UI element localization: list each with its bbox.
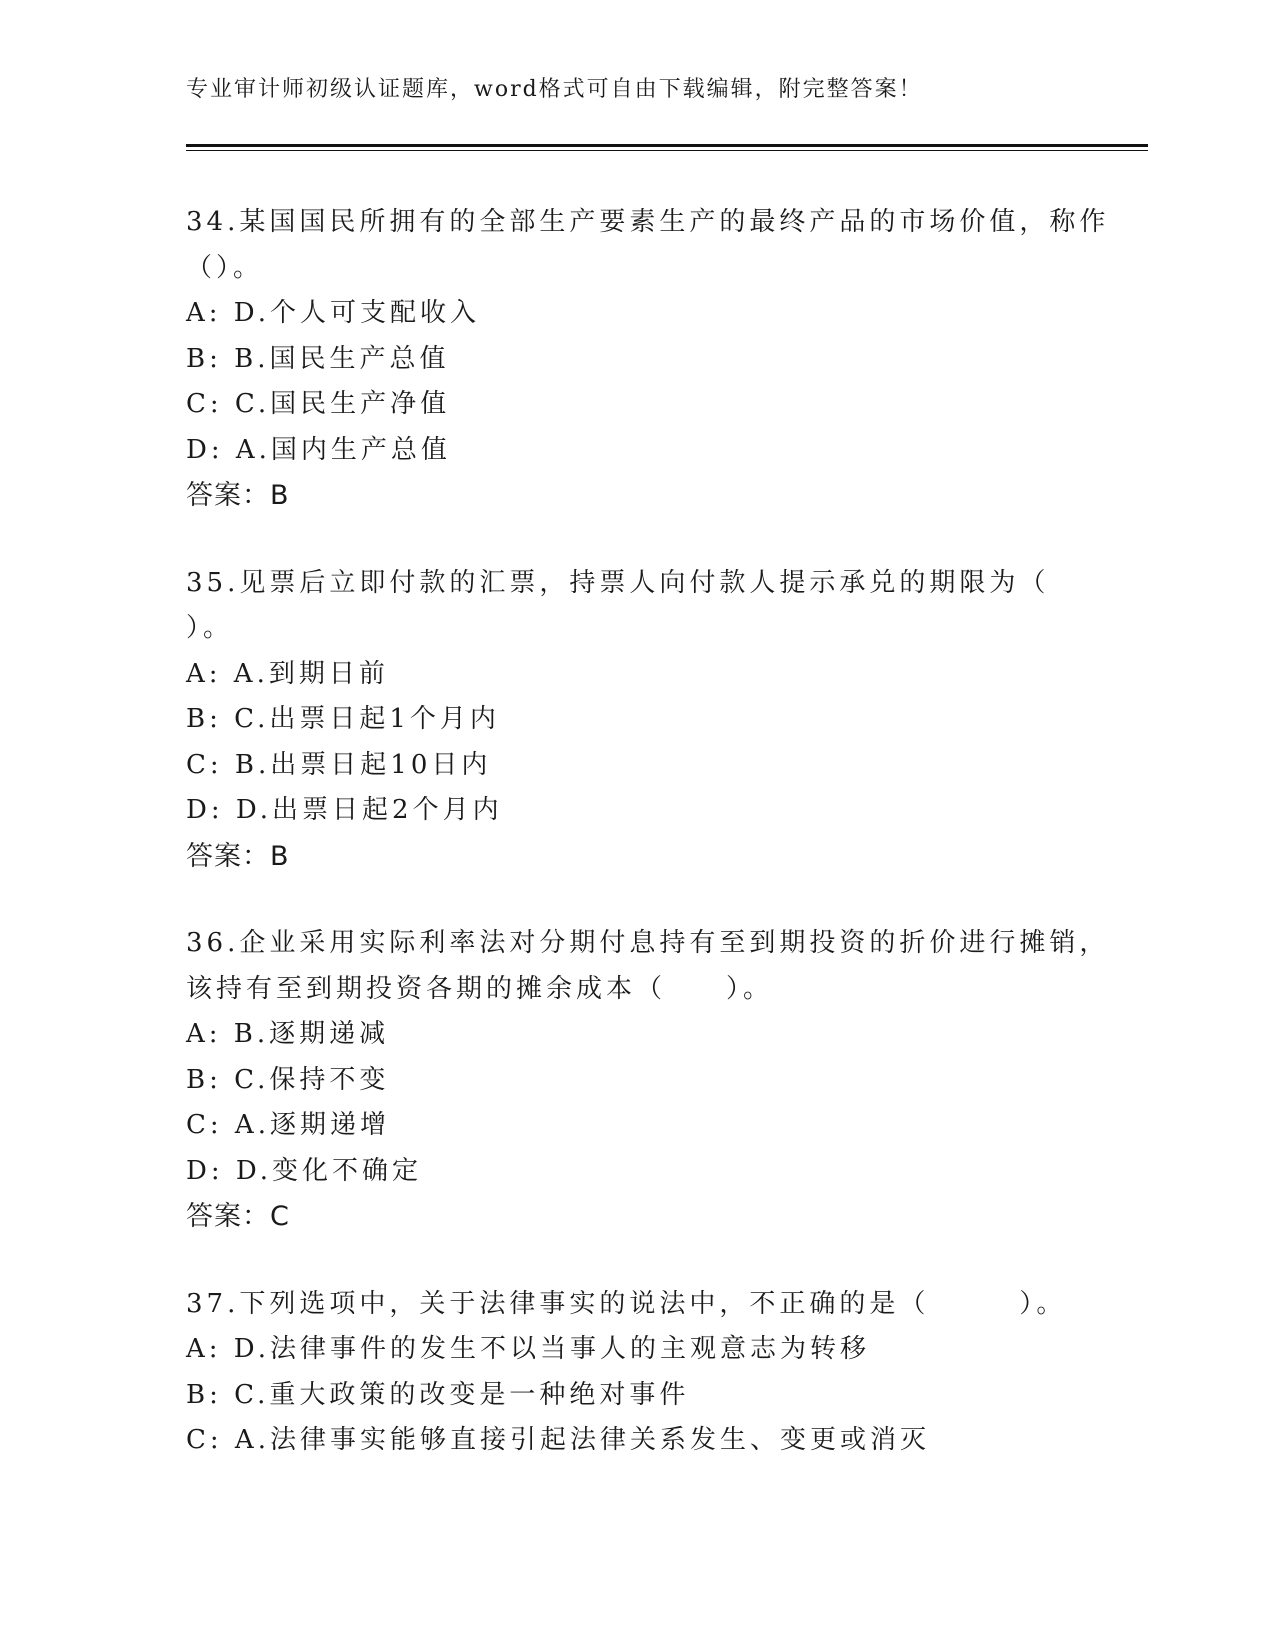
option-a: A: B.逐期递减	[186, 1019, 390, 1049]
question-stem: 36.企业采用实际利率法对分期付息持有至到期投资的折价进行摊销，	[186, 928, 1110, 958]
header-rule-thin	[186, 150, 1148, 151]
question-stem: 37.下列选项中，关于法律事实的说法中，不正确的是（ ）。	[186, 1288, 1067, 1319]
option-b: B: C.出票日起1个月内	[186, 704, 500, 734]
page-header: 专业审计师初级认证题库，word格式可自由下载编辑，附完整答案！	[186, 77, 923, 102]
question-stem: （）。	[186, 252, 264, 283]
option-a: A: A.到期日前	[186, 658, 389, 689]
option-d: D: D.变化不确定	[186, 1155, 423, 1186]
option-c: C: C.国民生产净值	[186, 389, 451, 419]
question-36	[186, 921, 1110, 1240]
answer: 答案：C	[186, 1201, 290, 1232]
question-stem: 35.见票后立即付款的汇票，持票人向付款人提示承兑的期限为（	[186, 567, 1050, 598]
question-list	[186, 200, 1110, 1506]
question-35	[186, 561, 1086, 880]
option-d: D: D.出票日起2个月内	[186, 795, 503, 825]
option-c: C: A.逐期递增	[186, 1110, 390, 1140]
option-b: B: B.国民生产总值	[186, 343, 450, 374]
option-c: C: B.出票日起10日内	[186, 749, 492, 780]
option-b: B: C.重大政策的改变是一种绝对事件	[186, 1379, 690, 1410]
question-34	[186, 200, 1110, 519]
option-a: A: D.法律事件的发生不以当事人的主观意志为转移	[186, 1334, 870, 1364]
option-d: D: A.国内生产总值	[186, 434, 451, 465]
question-stem: 该持有至到期投资各期的摊余成本（ ）。	[186, 973, 774, 1004]
option-a: A: D.个人可支配收入	[186, 298, 480, 328]
question-stem: 34.某国国民所拥有的全部生产要素生产的最终产品的市场价值，称作	[186, 207, 1110, 237]
question-37	[186, 1282, 1086, 1464]
option-c: C: A.法律事实能够直接引起法律关系发生、变更或消灭	[186, 1425, 930, 1455]
header-rule-thick	[186, 144, 1148, 147]
answer: 答案：B	[186, 480, 290, 511]
option-b: B: C.保持不变	[186, 1064, 390, 1095]
answer: 答案：B	[186, 840, 290, 872]
question-stem: ）。	[186, 613, 234, 643]
